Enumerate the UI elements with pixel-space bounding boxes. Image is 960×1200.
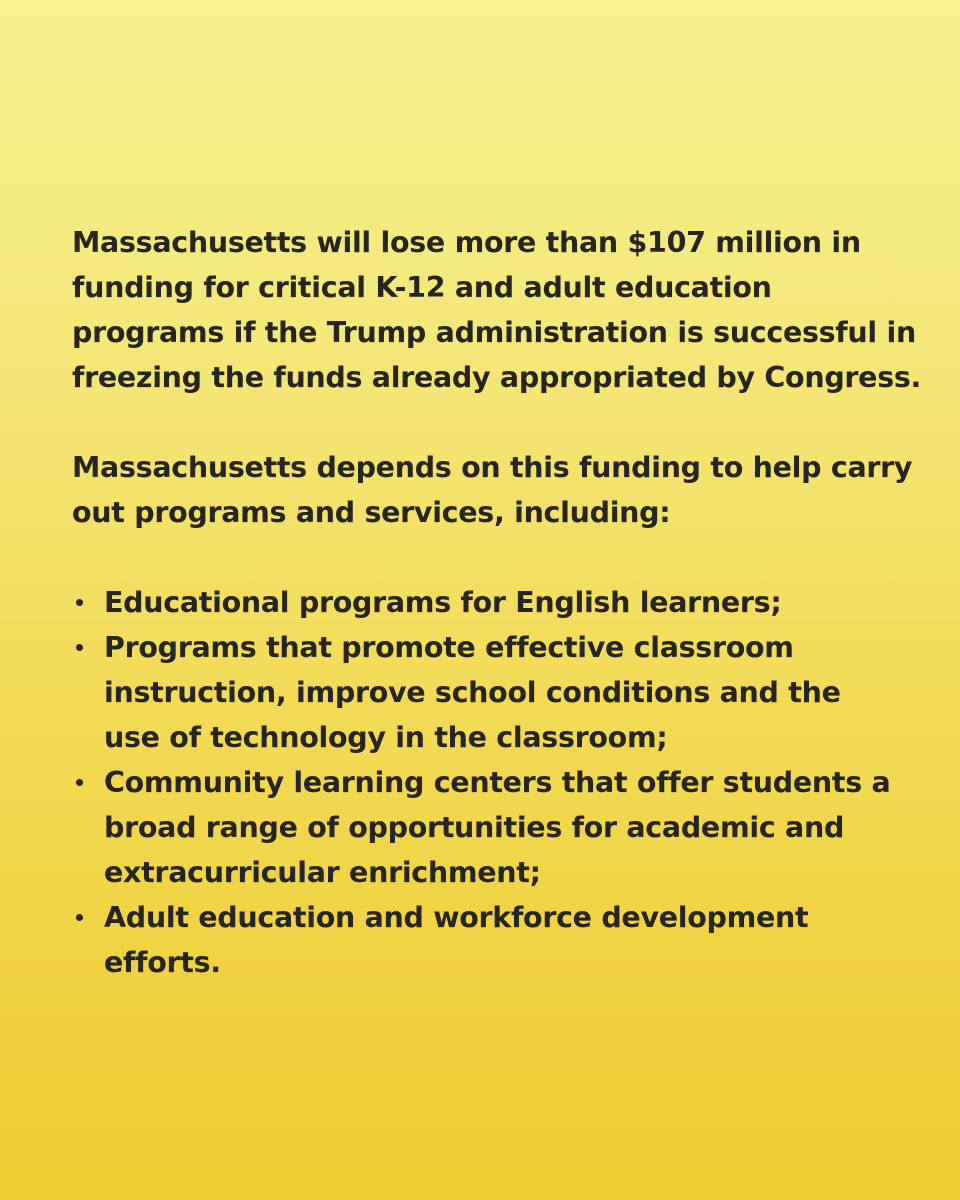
bullet-dot-icon (76, 779, 83, 786)
text-content (72, 220, 922, 985)
intro-line: Massachusetts will lose more than $107 million in (72, 226, 861, 259)
list-item (72, 625, 902, 760)
list-item-line: efforts. (104, 946, 221, 979)
intro-line: funding for critical K-12 and adult education (72, 271, 772, 304)
list-item (72, 760, 902, 895)
bullet-dot-icon (76, 914, 83, 921)
list-item-line: extracurricular enrichment; (104, 856, 541, 889)
list-item-line: broad range of opportunities for academic and (104, 811, 845, 844)
list-item-line: Adult education and workforce development (104, 901, 809, 934)
bullet-dot-icon (76, 599, 83, 606)
list-item-line: Community learning centers that offer students a (104, 766, 891, 799)
lead-in-paragraph (72, 445, 913, 535)
lead-in-line: out programs and services, including: (72, 496, 671, 529)
intro-line: freezing the funds already appropriated by Congress. (72, 361, 922, 394)
list-item-line: Educational programs for English learners; (104, 586, 782, 619)
intro-line: programs if the Trump administration is successful in (72, 316, 916, 349)
lead-in-line: Massachusetts depends on this funding to help carry (72, 451, 913, 484)
program-list (72, 580, 902, 985)
list-item (72, 580, 902, 625)
list-item-line: use of technology in the classroom; (104, 721, 668, 754)
intro-paragraph (72, 220, 922, 400)
list-item-line: Programs that promote effective classroom (104, 631, 794, 664)
list-item-line: instruction, improve school conditions and the (104, 676, 841, 709)
bullet-dot-icon (76, 644, 83, 651)
list-item (72, 895, 902, 985)
